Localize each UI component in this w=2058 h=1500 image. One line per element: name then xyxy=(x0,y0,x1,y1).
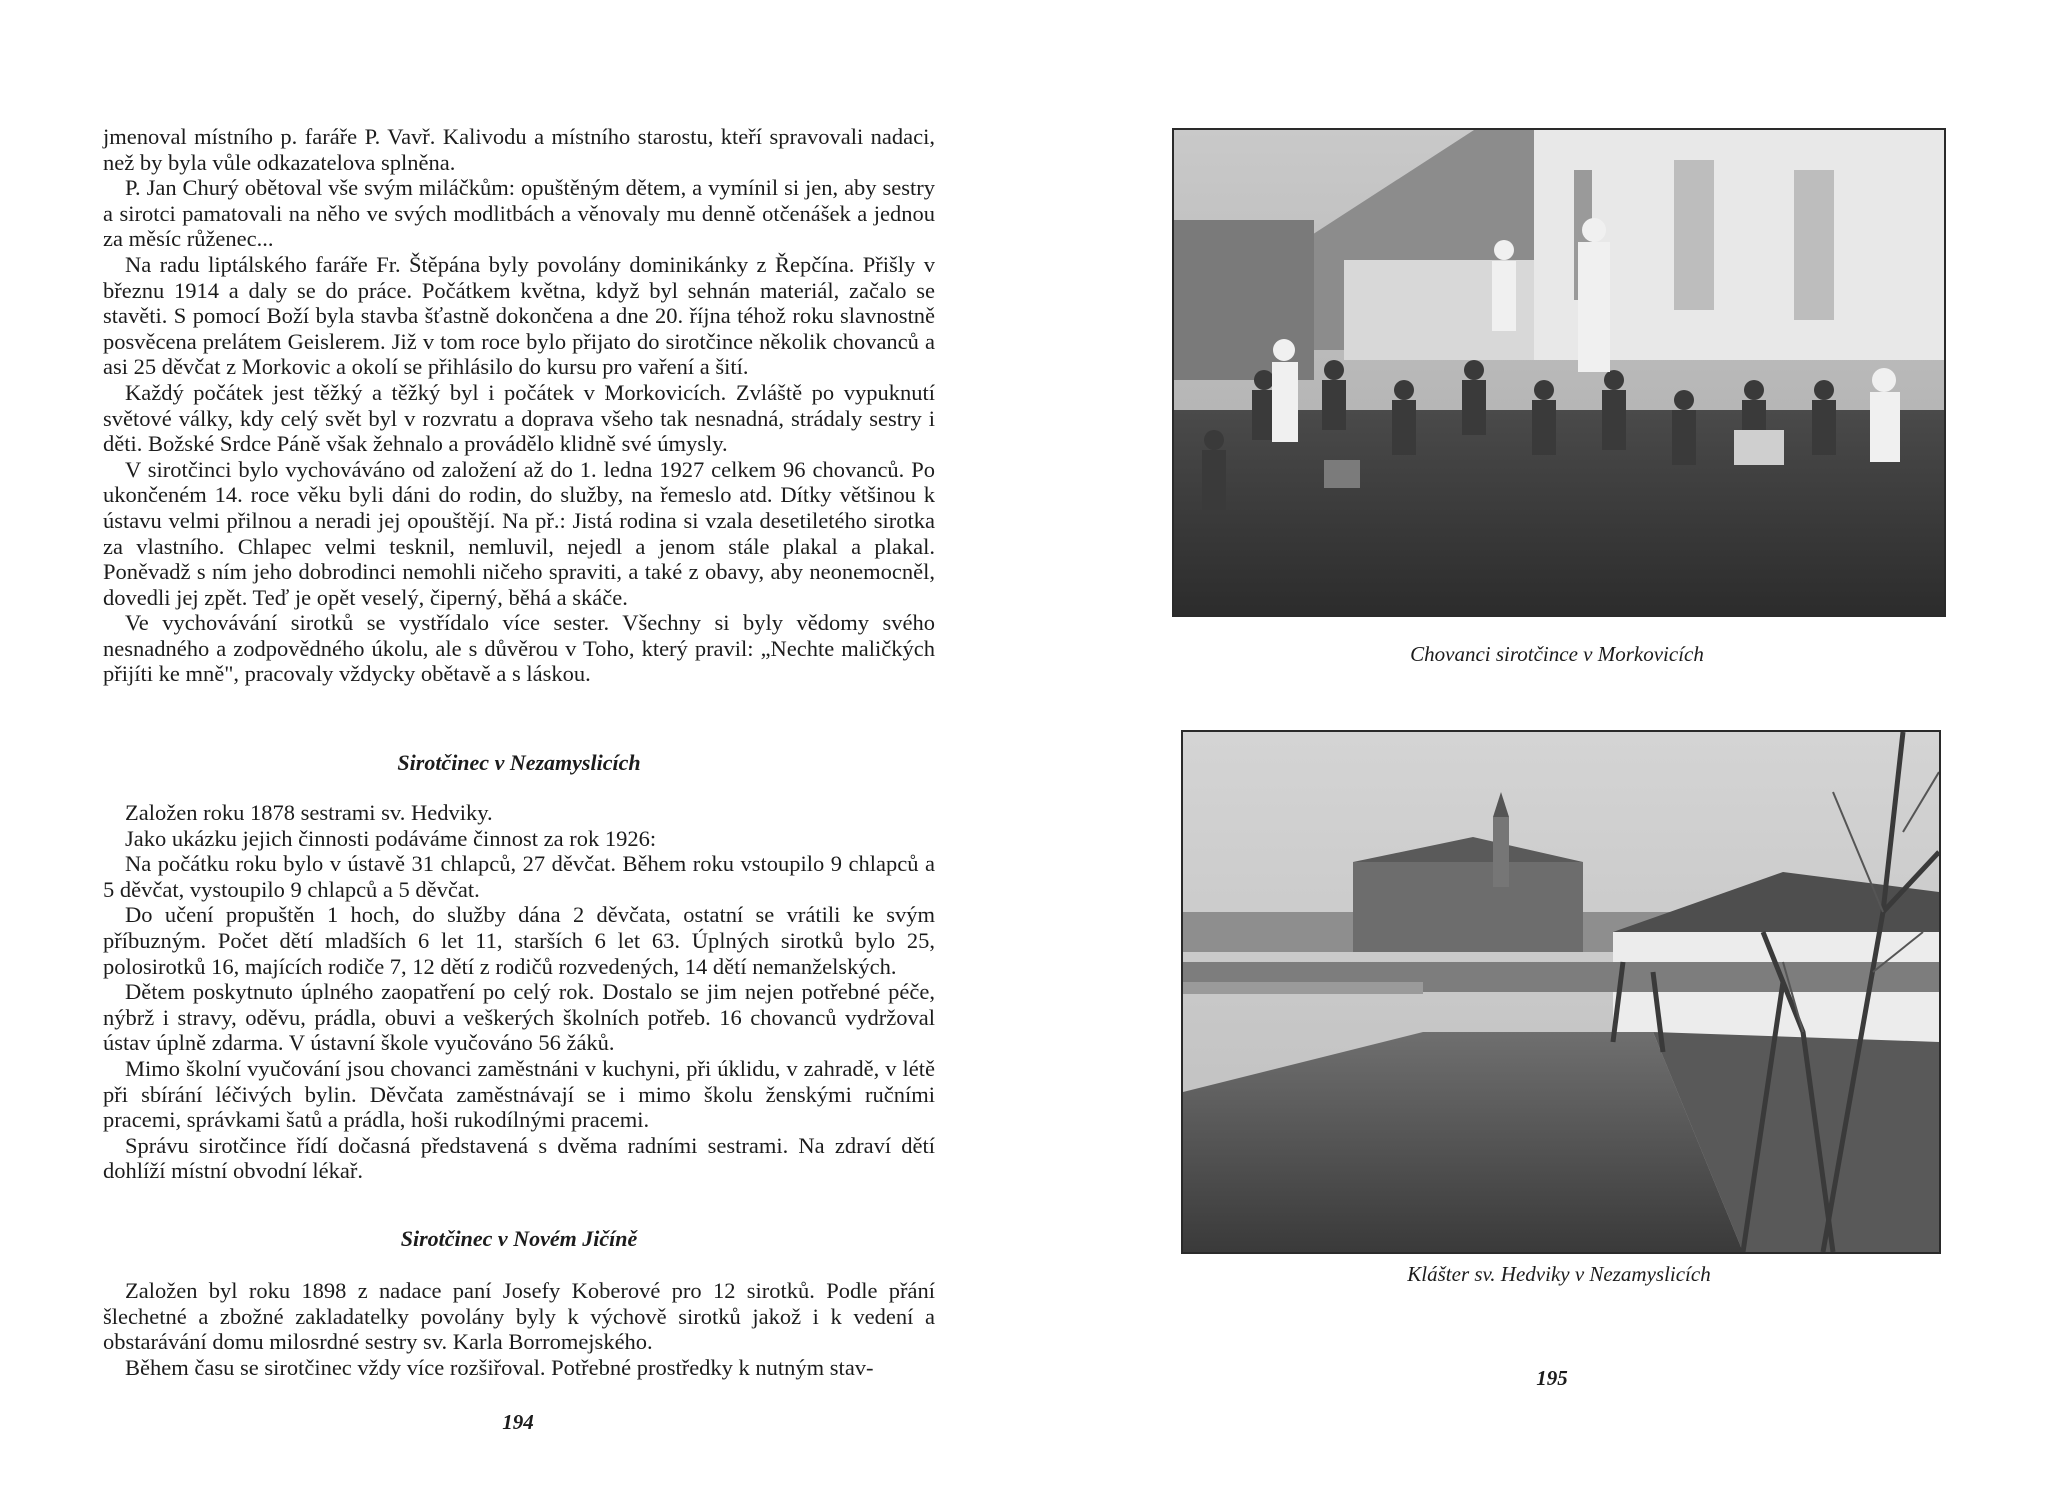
paragraph: Ve vychovávání sirotků se vystřídalo více sester. Všechny si byly vědomy svého nesnadného a zodpovědného úkolu, ale s důvěrou v Toho, který pravil: „Nechte maličkých přijíti ke mně", pracovaly vždycky obětavě a s láskou. xyxy=(103,610,935,687)
right-page xyxy=(1029,0,2058,1500)
paragraph: Do učení propuštěn 1 hoch, do služby dána 2 děvčata, ostatní se vrátili ke svým příbuzným. Počet dětí mladších 6 let 11, starších 6 let 63. Úplných sirotků bylo 25, polosirotků 16, majících rodiče 7, 12 dětí z rodičů rozvedených, 14 dětí nemanželských. xyxy=(103,902,935,979)
paragraph: Správu sirotčince řídí dočasná představená s dvěma radními sestrami. Na zdraví dětí dohlíží místní obvodní lékař. xyxy=(103,1132,935,1184)
paragraph: Na radu liptálského faráře Fr. Štěpána byly povolány dominikánky z Řepčína. Přišly v březnu 1914 a daly se do práce. Počátkem května, když byl sehnán materiál, začalo se stavěti. S pomocí Boží byla stavba šťastně dokončena a dne 20. října téhož roku slavnostně posvěcena prelátem Geislerem. Již v tom roce bylo přijato do sirotčince několik chovanců a asi 25 děvčat z Morkovic a okolí se přihlásilo do kursu pro vaření a šití. xyxy=(103,251,935,380)
paragraph: Mimo školní vyučování jsou chovanci zaměstnáni v kuchyni, při úklidu, v zahradě, v létě při sbírání léčivých bylin. Děvčata zaměstnávají se i mimo školu ženskými ručními pracemi, správkami šatů a prádla, hoši rukodílnými pracemi. xyxy=(103,1055,935,1133)
paragraph: P. Jan Churý obětoval vše svým miláčkům: opuštěným dětem, a vymínil si jen, aby sestry a sirotci pamatovali na něho ve svých modlitbách a věnovaly mu denně otčenášek a jednou za měsíc růženec... xyxy=(103,175,935,252)
page-number-left: 194 xyxy=(502,1410,534,1434)
monastery-photo xyxy=(1181,730,1941,1254)
section1-text-block xyxy=(103,800,935,1184)
page-number-right: 195 xyxy=(1536,1366,1568,1390)
intro-text-block xyxy=(103,124,935,687)
paragraph: Na počátku roku bylo v ústavě 31 chlapců, 27 děvčat. Během roku vstoupilo 9 chlapců a 5 děvčat, vystoupilo 9 chlapců a 5 děvčat. xyxy=(103,851,935,902)
paragraph: Každý počátek jest těžký a těžký byl i počátek v Morkovicích. Zvláště po vypuknutí světové války, kdy celý svět byl v rozvratu a doprava všeho tak nesnadná, strádaly sestry i děti. Božské Srdce Páně však žehnalo a provádělo klidně své úmysly. xyxy=(103,379,935,457)
photo1-caption: Chovanci sirotčince v Morkovicích xyxy=(1410,642,1704,666)
paragraph: Během času se sirotčinec vždy více rozšiřoval. Potřebné prostředky k nutným stav- xyxy=(125,1354,874,1380)
paragraph: Založen roku 1878 sestrami sv. Hedviky. xyxy=(125,800,493,825)
paragraph: Dětem poskytnuto úplného zaopatření po celý rok. Dostalo se jim nejen potřebné péče, nýbrž i stravy, oděvu, prádla, obuvi a veškerých školních potřeb. 16 chovanců vydržoval ústav úplně zdarma. V ústavní škole vyučováno 56 žáků. xyxy=(103,979,935,1056)
section-title-novy-jicin: Sirotčinec v Novém Jičíně xyxy=(400,1226,638,1251)
paragraph: jmenoval místního p. faráře P. Vavř. Kalivodu a místního starostu, kteří spravovali nadaci, než by byla vůle odkazatelova splněna. xyxy=(103,124,935,175)
paragraph: Založen byl roku 1898 z nadace paní Josefy Koberové pro 12 sirotků. Podle přání šlechetné a zbožné zakladatelky povolány byly k výchově sirotků jakož i k vedení a obstarávání domu milosrdné sestry sv. Karla Borromejského. xyxy=(103,1278,935,1355)
photo2-caption: Klášter sv. Hedviky v Nezamyslicích xyxy=(1407,1262,1711,1286)
section2-text-block xyxy=(103,1278,935,1380)
paragraph: V sirotčinci bylo vychováváno od založení až do 1. ledna 1927 celkem 96 chovanců. Po ukončeném 14. roce věku byli dáni do rodin, do služby, na řemeslo atd. Dítky většinou k ústavu velmi přilnou a neradi jej opouštějí. Na př.: Jistá rodina si vzala desetiletého sirotka za vlastního. Chlapec velmi tesknil, nemluvil, nejedl a jenom stále plakal a plakal. Poněvadž s ním jeho dobrodinci nemohli ničeho spraviti, a také z obavy, aby neonemocněl, dovedli jej zpět. Teď je opět veselý, čiperný, běhá a skáče. xyxy=(103,456,935,610)
orphans-photo xyxy=(1172,128,1946,617)
section-title-nezamyslice: Sirotčinec v Nezamyslicích xyxy=(397,750,641,775)
paragraph: Jako ukázku jejich činnosti podáváme činnost za rok 1926: xyxy=(125,825,657,851)
